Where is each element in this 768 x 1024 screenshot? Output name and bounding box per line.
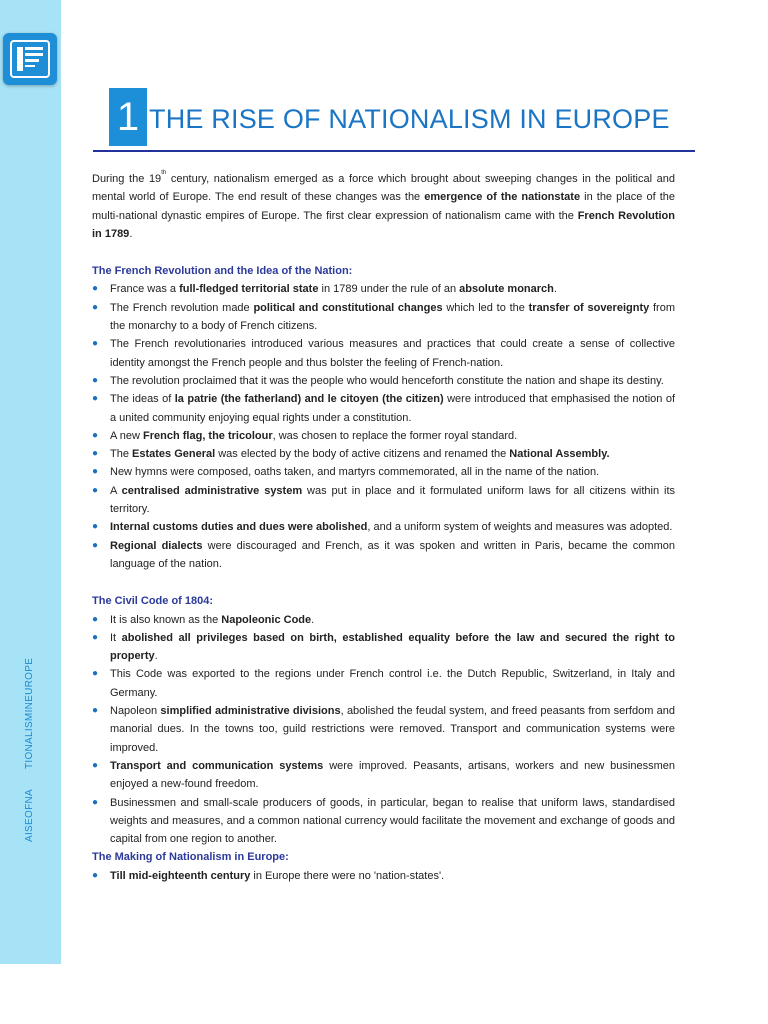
title-divider [93,150,695,152]
side-label-part-2: TIONALISMINEUROPE [24,657,35,770]
intro-text-run: During the 19 [92,173,162,185]
intro-text-run: French Revolution in 1789 [92,209,675,240]
list-item-text: was put in place and it formulated uniform laws for all citizens within its territory. [110,484,675,516]
list-item [92,629,675,666]
bullet-icon: ● [92,668,99,680]
bullet-icon: ● [92,393,99,405]
list-item-text: Napoleonic Code [221,613,312,626]
list-item-text: The revolution proclaimed that it was the people who would henceforth constitute the nation and shape its destiny. [110,374,664,387]
list-item [92,757,675,794]
bullet-list [92,611,675,849]
list-item-text: , and a uniform system of weights and measures was adopted. [367,521,673,534]
list-item-text: It is also known as the [110,613,222,626]
list-item-text: French flag, the tricolour [143,429,273,442]
list-item-text: in Europe there were no 'nation-states'. [250,869,445,882]
vertical-side-label [24,658,35,842]
list-item-text: transfer of sovereignty [528,301,650,314]
section-heading: The French Revolution and the Idea of the Nation: [92,265,353,278]
list-item [92,372,675,390]
bullet-icon: ● [92,759,99,771]
list-item-text: A new [110,429,144,442]
list-item-text: This Code was exported to the regions under French control i.e. the Dutch Republic, Switzerland, in Italy and Germany. [110,668,675,699]
list-item-text: abolished all privileges based on birth, established equality before the law and secured the right to property [110,631,675,663]
list-item-text: Businessmen and small-scale producers of goods, in particular, began to realise that uniform laws, standardised weights and measures, and a common national currency would facilitate the movement and exchange of goods and capital from one region to another. [110,796,675,846]
list-item-text: . [311,613,315,626]
section-heading: The Civil Code of 1804: [92,595,214,608]
intro-text-run: th [161,170,167,176]
intro-text-run: century, nationalism emerged as a force which brought about sweeping changes in the political and mental world of Europe. The end result of these changes was the [92,173,676,204]
bullet-icon: ● [92,521,99,533]
bullet-icon: ● [92,301,99,313]
list-item-text: in 1789 under the rule of an [318,283,460,296]
list-item [92,867,675,885]
list-item-text: were improved. Peasants, artisans, workers and new businessmen enjoyed a new-found freedom. [110,759,675,791]
side-label-part-1: AISEOFNA [24,789,35,842]
list-item-text: from the monarchy to a body of French citizens. [110,301,675,333]
list-item-text: , was chosen to replace the former royal standard. [272,429,518,442]
list-item [92,390,675,427]
list-item-text: , abolished the feudal system, and freed peasants from serfdom and manorial dues. In the towns too, guild restrictions were removed. Transport and communication systems were improved. [110,705,675,754]
list-item [92,702,675,757]
list-item [92,482,675,519]
list-item-text: which led to the [442,301,529,314]
list-item-text: la patrie (the fatherland) and le citoyen (the citizen) [174,393,444,406]
list-item-text: simplified administrative divisions [160,705,341,718]
list-item-text: political and constitutional changes [253,301,443,314]
list-item-text: The French revolution made [110,301,254,314]
list-item [92,794,675,849]
list-item-text: full-fledged territorial state [179,283,319,296]
list-item-text: Estates General [132,448,216,461]
list-item-text: France was a [110,283,180,296]
list-item [92,299,675,336]
list-item [92,537,675,574]
bullet-icon: ● [92,484,99,496]
chapter-number: 1 [109,88,147,146]
bullet-list [92,280,675,573]
intro-text-run: in the place of the multi-national dynastic empires of Europe. The first clear expression of nationalism came with the [92,191,675,222]
list-item [92,518,675,536]
bullet-icon: ● [92,374,99,386]
bullet-icon: ● [92,705,99,717]
list-item [92,611,675,629]
list-item-text: The ideas of [110,393,175,406]
section-heading: The Making of Nationalism in Europe: [92,851,289,864]
list-item [92,335,675,372]
bullet-icon: ● [92,448,99,460]
list-item-text: New hymns were composed, oaths taken, and martyrs commemorated, all in the name of the nation. [110,466,600,479]
list-item-text: were discouraged and French, as it was spoken and written in Paris, became the common language of the nation. [110,539,675,570]
bullet-icon: ● [92,796,99,808]
publisher-logo-icon [3,33,57,85]
bullet-icon: ● [92,539,99,551]
list-item-text: Transport and communication systems [110,759,324,772]
intro-text-run: . [129,227,133,240]
bullet-icon: ● [92,631,99,643]
bullet-icon: ● [92,613,99,625]
bullet-icon: ● [92,338,99,350]
list-item-text: absolute monarch [459,283,554,296]
list-item-text: It [110,631,122,644]
list-item [92,280,675,298]
list-item-text: Till mid-eighteenth century [110,869,251,882]
list-item [92,427,675,445]
chapter-title: THE RISE OF NATIONALISM IN EUROPE [149,104,670,134]
intro-text-run: emergence of the nationstate [424,191,581,204]
list-item [92,665,675,702]
list-item-text: Regional dialects [110,539,203,552]
list-item-text: National Assembly. [509,448,610,461]
bullet-icon: ● [92,429,99,441]
bullet-icon: ● [92,869,99,881]
list-item-text: A [110,484,122,497]
list-item-text: Internal customs duties and dues were abolished [110,521,368,534]
list-item-text: Napoleon [110,705,161,718]
list-item-text: The French revolutionaries introduced various measures and practices that could create a sense of collective identity amongst the French people and thus bolster the feeling of French-nation. [110,338,675,369]
intro-paragraph [92,170,675,243]
list-item-text: . [154,650,158,663]
list-item [92,463,675,481]
list-item-text: . [553,283,557,296]
sidebar-strip [0,0,61,964]
sections-container [92,262,675,885]
bullet-list [92,867,675,885]
document-body [92,170,675,885]
list-item [92,445,675,463]
list-item-text: was elected by the body of active citizens and renamed the [215,448,510,461]
bullet-icon: ● [92,466,99,478]
list-item-text: The [110,448,133,461]
bullet-icon: ● [92,283,99,295]
list-item-text: were introduced that emphasised the notion of a united community enjoying equal rights under a constitution. [110,393,676,424]
list-item-text: centralised administrative system [121,484,303,497]
